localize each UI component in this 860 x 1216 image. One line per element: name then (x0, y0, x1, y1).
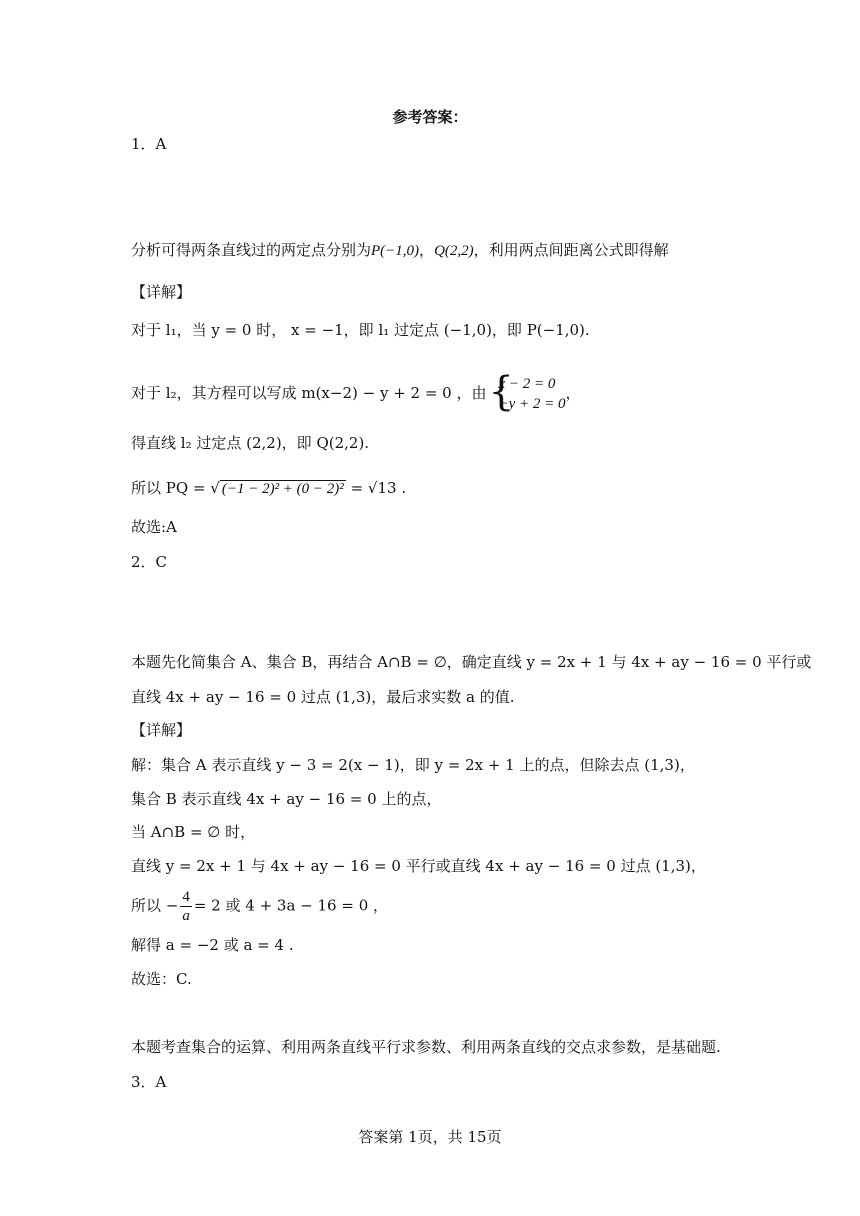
q1-l1-step: 对于 l₁，当 y = 0 时， x = −1，即 l₁ 过定点 (−1,0)，即 P(−1,0). (131, 321, 590, 339)
q2-analysis-line-1: 本题先化简集合 A、集合 B，再结合 A∩B = ∅，确定直线 y = 2x + 1 与 4x + ay − 16 = 0 平行或 (131, 653, 812, 671)
q2-comment: 本题考查集合的运算、利用两条直线平行求参数、利用两条直线的交点求参数，是基础题. (131, 1038, 721, 1056)
q1-analysis-text: 分析可得两条直线过的两定点分别为 (131, 241, 372, 259)
q2-detail-heading: 【详解】 (131, 721, 192, 739)
q1-system-row-2: −y + 2 = 0 (498, 396, 566, 412)
q1-answer: 1．A (131, 135, 167, 153)
q2-step-4: 直线 y = 2x + 1 与 4x + ay − 16 = 0 平行或直线 4x + ay − 16 = 0 过点 (1,3)， (131, 857, 706, 875)
q1-equation-system (488, 369, 566, 415)
q2-step-3: 当 A∩B = ∅ 时， (131, 823, 256, 841)
q2-step-6: 解得 a = −2 或 a = 4 . (131, 936, 294, 954)
q2-answer: 2．C (131, 553, 168, 571)
q2-fraction-numerator: 4 (182, 889, 190, 905)
q2-fraction-denominator: a (182, 908, 190, 924)
q1-distance-lhs: 所以 PQ = √ (131, 479, 220, 497)
q1-point-p: P(−1,0) (371, 243, 420, 259)
q1-detail-heading: 【详解】 (131, 283, 192, 301)
q2-fraction (180, 888, 192, 925)
page-footer: 答案第 1页，共 15页 (358, 1128, 502, 1146)
brace-icon: { (488, 369, 514, 415)
q1-distance (131, 478, 406, 499)
q3-answer: 3．A (131, 1073, 167, 1091)
q2-step-5 (131, 888, 388, 925)
q2-step-2: 集合 B 表示直线 4x + ay − 16 = 0 上的点， (131, 790, 442, 808)
q1-l2-text: 对于 l₂，其方程可以写成 m(x−2) − y + 2 = 0 ，由 (131, 384, 487, 402)
q1-analysis: 分析可得两条直线过的两定点分别为P(−1,0)，Q(2,2)，利用两点间距离公式即得解 (131, 241, 669, 259)
q2-step-5-tail: = 2 或 4 + 3a − 16 = 0 ， (193, 896, 389, 915)
q1-distance-radicand: (−1 − 2)² + (0 − 2)² (221, 481, 344, 497)
q2-step-5-text: 所以 − (131, 896, 179, 915)
q2-choice: 故选：C. (131, 970, 192, 988)
q1-system-row-1: x − 2 = 0 (498, 376, 556, 392)
q1-choice: 故选:A (131, 518, 177, 536)
q2-analysis-line-2: 直线 4x + ay − 16 = 0 过点 (1,3)，最后求实数 a 的值. (131, 688, 515, 706)
q2-step-1: 解：集合 A 表示直线 y − 3 = 2(x − 1)，即 y = 2x + 1 上的点，但除去点 (1,3)， (131, 756, 695, 774)
q1-l2-step (131, 369, 581, 415)
page-title: 参考答案： (392, 108, 468, 126)
q1-point-q: Q(2,2) (434, 243, 474, 259)
q1-distance-result: = √13 . (345, 479, 407, 497)
q1-l2-comma: ， (565, 384, 581, 402)
q1-analysis-tail: ，利用两点间距离公式即得解 (473, 241, 669, 259)
q1-l2-result: 得直线 l₂ 过定点 (2,2)，即 Q(2,2). (131, 434, 370, 452)
